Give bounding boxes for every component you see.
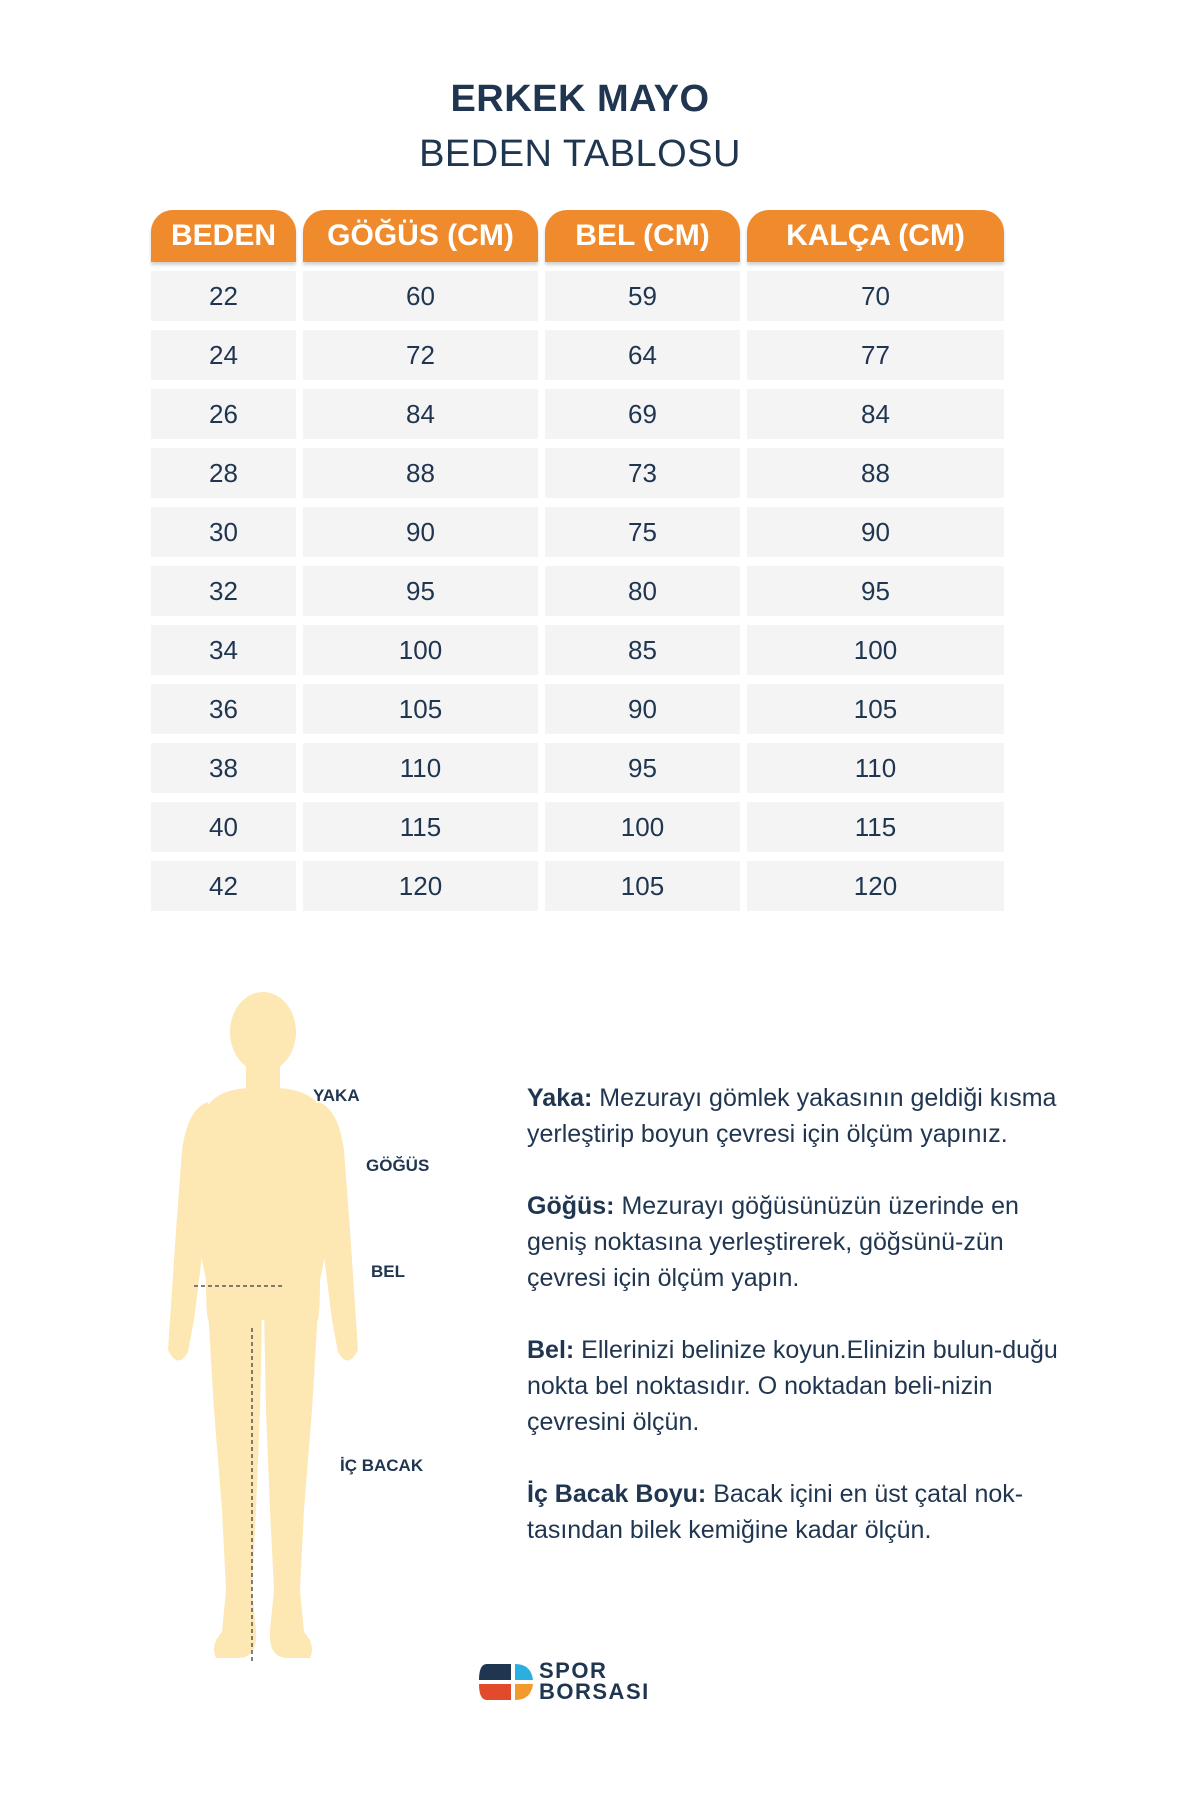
cell-gogus: 60 <box>303 271 538 321</box>
cell-beden: 34 <box>151 625 296 675</box>
table-row <box>151 743 1004 793</box>
cell-beden: 42 <box>151 861 296 911</box>
cell-bel: 80 <box>545 566 740 616</box>
cell-beden: 28 <box>151 448 296 498</box>
cell-kalca: 95 <box>747 566 1004 616</box>
cell-bel: 75 <box>545 507 740 557</box>
table-row <box>151 330 1004 380</box>
instruction-term: Göğüs: <box>527 1192 615 1220</box>
cell-bel: 85 <box>545 625 740 675</box>
table-body <box>151 271 1004 911</box>
table-row <box>151 448 1004 498</box>
instruction-text: Bacak içini en üst çatal nok-tasından bilek kemiğine kadar ölçün. <box>527 1480 1024 1544</box>
page-title: ERKEK MAYO <box>450 78 710 120</box>
cell-bel: 59 <box>545 271 740 321</box>
cell-kalca: 90 <box>747 507 1004 557</box>
cell-beden: 36 <box>151 684 296 734</box>
column-header-kalca: KALÇA (CM) <box>747 210 1004 262</box>
table-header <box>151 210 1004 262</box>
instruction-text: Mezurayı göğüsünüzün üzerinde en geniş noktasına yerleştirerek, göğsünü-zün çevresi için ölçüm yapın. <box>527 1192 1019 1292</box>
table-row <box>151 389 1004 439</box>
cell-gogus: 105 <box>303 684 538 734</box>
cell-bel: 64 <box>545 330 740 380</box>
table-row <box>151 507 1004 557</box>
logo-text <box>539 1660 650 1702</box>
measurement-instructions <box>527 1080 1067 1584</box>
cell-kalca: 120 <box>747 861 1004 911</box>
cell-kalca: 110 <box>747 743 1004 793</box>
label-gogus: GÖĞÜS <box>366 1156 430 1175</box>
cell-beden: 32 <box>151 566 296 616</box>
cell-beden: 38 <box>151 743 296 793</box>
cell-gogus: 100 <box>303 625 538 675</box>
table-row <box>151 625 1004 675</box>
cell-gogus: 120 <box>303 861 538 911</box>
cell-gogus: 88 <box>303 448 538 498</box>
cell-gogus: 110 <box>303 743 538 793</box>
instruction-yaka <box>527 1080 1067 1152</box>
label-yaka: YAKA <box>313 1086 360 1105</box>
cell-gogus: 72 <box>303 330 538 380</box>
cell-gogus: 90 <box>303 507 538 557</box>
cell-beden: 24 <box>151 330 296 380</box>
cell-gogus: 84 <box>303 389 538 439</box>
cell-gogus: 95 <box>303 566 538 616</box>
cell-bel: 73 <box>545 448 740 498</box>
label-bel: BEL <box>371 1262 405 1281</box>
body-silhouette-icon <box>160 990 460 1690</box>
logo-line-2: BORSASI <box>539 1679 650 1704</box>
table-row <box>151 271 1004 321</box>
cell-kalca: 88 <box>747 448 1004 498</box>
cell-bel: 69 <box>545 389 740 439</box>
instruction-ic-bacak <box>527 1476 1067 1548</box>
table-row <box>151 802 1004 852</box>
table-row <box>151 566 1004 616</box>
cell-beden: 40 <box>151 802 296 852</box>
cell-kalca: 84 <box>747 389 1004 439</box>
cell-bel: 90 <box>545 684 740 734</box>
cell-bel: 95 <box>545 743 740 793</box>
size-table <box>151 210 1004 911</box>
instruction-text: Mezurayı gömlek yakasının geldiği kısma yerleştirip boyun çevresi için ölçüm yapınız. <box>527 1084 1057 1148</box>
column-header-bel: BEL (CM) <box>545 210 740 262</box>
cell-kalca: 100 <box>747 625 1004 675</box>
cell-beden: 30 <box>151 507 296 557</box>
cell-beden: 26 <box>151 389 296 439</box>
page-subtitle: BEDEN TABLOSU <box>419 133 741 175</box>
column-header-beden: BEDEN <box>151 210 296 262</box>
instruction-term: Bel: <box>527 1336 575 1364</box>
brand-logo <box>477 1660 687 1704</box>
label-ic-bacak: İÇ BACAK <box>340 1456 424 1475</box>
cell-kalca: 77 <box>747 330 1004 380</box>
table-row <box>151 684 1004 734</box>
instruction-text: Ellerinizi belinize koyun.Elinizin bulun-duğu nokta bel noktasıdır. O noktadan beli-nizin çevresini ölçün. <box>527 1336 1058 1436</box>
cell-beden: 22 <box>151 271 296 321</box>
instruction-bel <box>527 1332 1067 1440</box>
logo-mark-icon <box>477 1660 535 1704</box>
cell-kalca: 70 <box>747 271 1004 321</box>
body-figure <box>160 990 460 1690</box>
instruction-term: Yaka: <box>527 1084 593 1112</box>
instruction-gogus <box>527 1188 1067 1296</box>
cell-bel: 105 <box>545 861 740 911</box>
cell-kalca: 105 <box>747 684 1004 734</box>
instruction-term: İç Bacak Boyu: <box>527 1480 707 1508</box>
cell-kalca: 115 <box>747 802 1004 852</box>
cell-gogus: 115 <box>303 802 538 852</box>
column-header-gogus: GÖĞÜS (CM) <box>303 210 538 262</box>
cell-bel: 100 <box>545 802 740 852</box>
table-row <box>151 861 1004 911</box>
logo-line-1: SPOR <box>539 1658 608 1683</box>
